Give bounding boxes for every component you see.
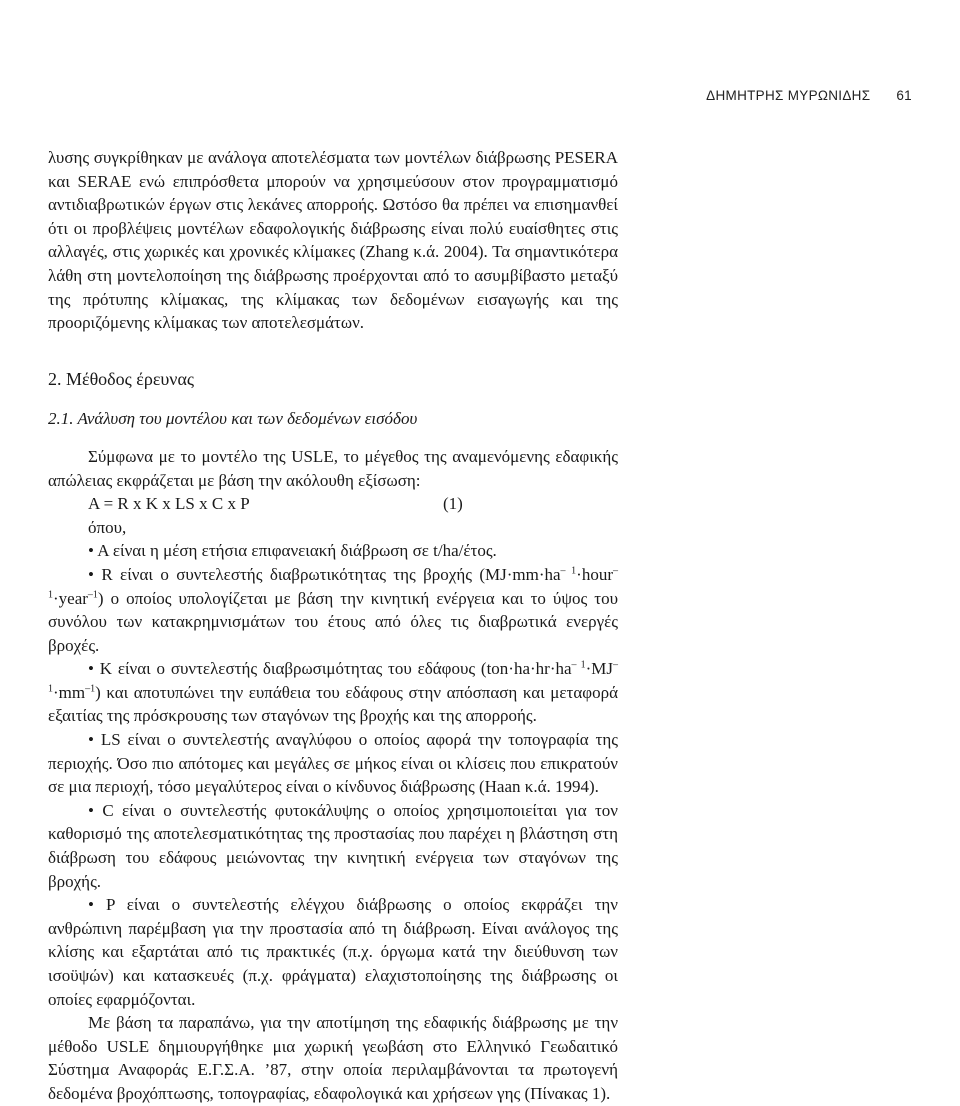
- bullet-k-sup-2: –1: [48, 659, 618, 695]
- bullet-k: [48, 657, 618, 728]
- body-text: [48, 146, 618, 1106]
- bullet-k-text-2: ·MJ: [585, 659, 613, 679]
- bullet-k-sup-3: –1: [85, 683, 96, 695]
- subsection-title: 2.1. Ανάλυση του μοντέλου και των δεδομένων εισόδου: [48, 409, 418, 429]
- bullet-r-text-1: • R είναι ο συντελεστής διαβρωτικότητας της βροχής (MJ·mm·ha: [88, 564, 561, 584]
- bullet-ls: • LS είναι ο συντελεστής αναγλύφου ο οποίος αφορά την τοπογραφία της περιοχής. Όσο πιο απότομες και μεγάλες σε μήκος είναι οι κλίσεις που επικρατούν σε μια περιοχή, τόσο μεγαλύτερος είναι ο κίνδυνος διάβρωσης (Haan κ.ά. 1994).: [48, 730, 618, 797]
- section-title: 2. Μέθοδος έρευνας: [48, 368, 195, 389]
- bullet-k-text-1: • K είναι ο συντελεστής διαβρωσιμότητας του εδάφους (ton·ha·hr·ha: [88, 659, 572, 679]
- intro-paragraph: λυσης συγκρίθηκαν με ανάλογα αποτελέσματα των μοντέλων διάβρωσης PESERA και SERAE ενώ επιπρόσθετα μπορούν να χρησιμεύσουν στον προγραμματισμό αντιδιαβρωτικών έργων στις λεκάνες απορροής. Ωστόσο θα πρέπει να επισημανθεί ότι οι προβλέψεις μοντέλων εδαφολογικής διάβρωσης είναι πολύ ευαίσθητες στις αλλαγές, στις χωρικές και χρονικές κλίμακες (Zhang κ.ά. 2004). Τα σημαντικότερα λάθη στη μοντελοποίηση της διάβρωσης προέρχονται από το ασυμβίβαστο μεταξύ της πρότυπης κλίμακας, της κλίμακας των δεδομένων εισαγωγής και της προοριζόμενης κλίμακας των αποτελεσμάτων.: [48, 148, 618, 333]
- bullet-r-text-4: ) ο οποίος υπολογίζεται με βάση την κινητική ενέργεια και το ύψος του συνόλου των κατακρημνισμάτων του έτους από όλες τις διαβρωτικά ενεργές βροχές.: [48, 588, 618, 655]
- closing-paragraph: Με βάση τα παραπάνω, για την αποτίμηση της εδαφικής διάβρωσης με την μέθοδο USLE δημιουργήθηκε μια χωρική γεωβάση στο Ελληνικό Γεωδαιτικό Σύστημα Αναφοράς Ε.Γ.Σ.Α. ’87, στην οποία περιλαμβάνονται τα πρωτογενή δεδομένα βροχόπτωσης, τοπογραφίας, εδαφολογικά και χρήσεων γης (Πίνακας 1).: [48, 1013, 618, 1103]
- bullet-p: • P είναι ο συντελεστής ελέγχου διάβρωσης ο οποίος εκφράζει την ανθρώπινη παρέμβαση για την προστασία από τη διάβρωση. Είναι ανάλογος της κλίσης και εξαρτάται από τις πρακτικές (π.χ. όργωμα κατά την διεύθυνση των ισοϋψών) και κατασκευές (π.χ. φράγματα) ελαχιστοποίησης της διάβρωσης οι οποίες εφαρμόζονται.: [48, 895, 618, 1009]
- page-header: [706, 88, 912, 103]
- bullet-c: • C είναι ο συντελεστής φυτοκάλυψης ο οποίος χρησιμοποιείται για τον καθορισμό της αποτελεσματικότητας της προστασίας που παρέχει η βλάστηση στη διάβρωση του εδάφους μειώνοντας την κινητική ενέργεια των σταγόνων της βροχής.: [48, 800, 618, 891]
- equation-number: (1): [443, 494, 463, 514]
- bullet-k-text-3: ·mm: [53, 682, 86, 702]
- usle-intro-paragraph: Σύμφωνα με το μοντέλο της USLE, το μέγεθος της αναμενόμενης εδαφικής απώλειας εκφράζεται με βάση την ακόλουθη εξίσωση:: [48, 446, 618, 490]
- bullet-r-text-3: ·year: [53, 588, 88, 608]
- equation-formula: A = R x K x LS x C x P: [88, 494, 250, 514]
- running-head-author: ΔΗΜΗΤΡΗΣ ΜΥΡΩΝΙΔΗΣ: [706, 88, 871, 103]
- bullet-k-sup-1: – 1: [571, 659, 586, 671]
- page-number: 61: [896, 88, 912, 103]
- bullet-r-sup-2: –1: [48, 565, 618, 600]
- bullet-k-text-4: ) και αποτυπώνει την ευπάθεια του εδάφους στην απόσπαση και μεταφορά εξαιτίας της πρόσκρουσης των σταγόνων της βροχής και της απορροής.: [48, 682, 618, 726]
- usle-equation: [48, 492, 618, 516]
- bullet-a: • A είναι η μέση ετήσια επιφανειακή διάβρωση σε t/ha/έτος.: [88, 541, 497, 561]
- bullet-r-text-2: ·hour: [576, 564, 613, 584]
- bullet-r-sup-3: –1: [87, 588, 98, 600]
- bullet-r: [48, 563, 618, 657]
- bullet-r-sup-1: – 1: [560, 565, 577, 577]
- where-label: όπου,: [88, 517, 127, 537]
